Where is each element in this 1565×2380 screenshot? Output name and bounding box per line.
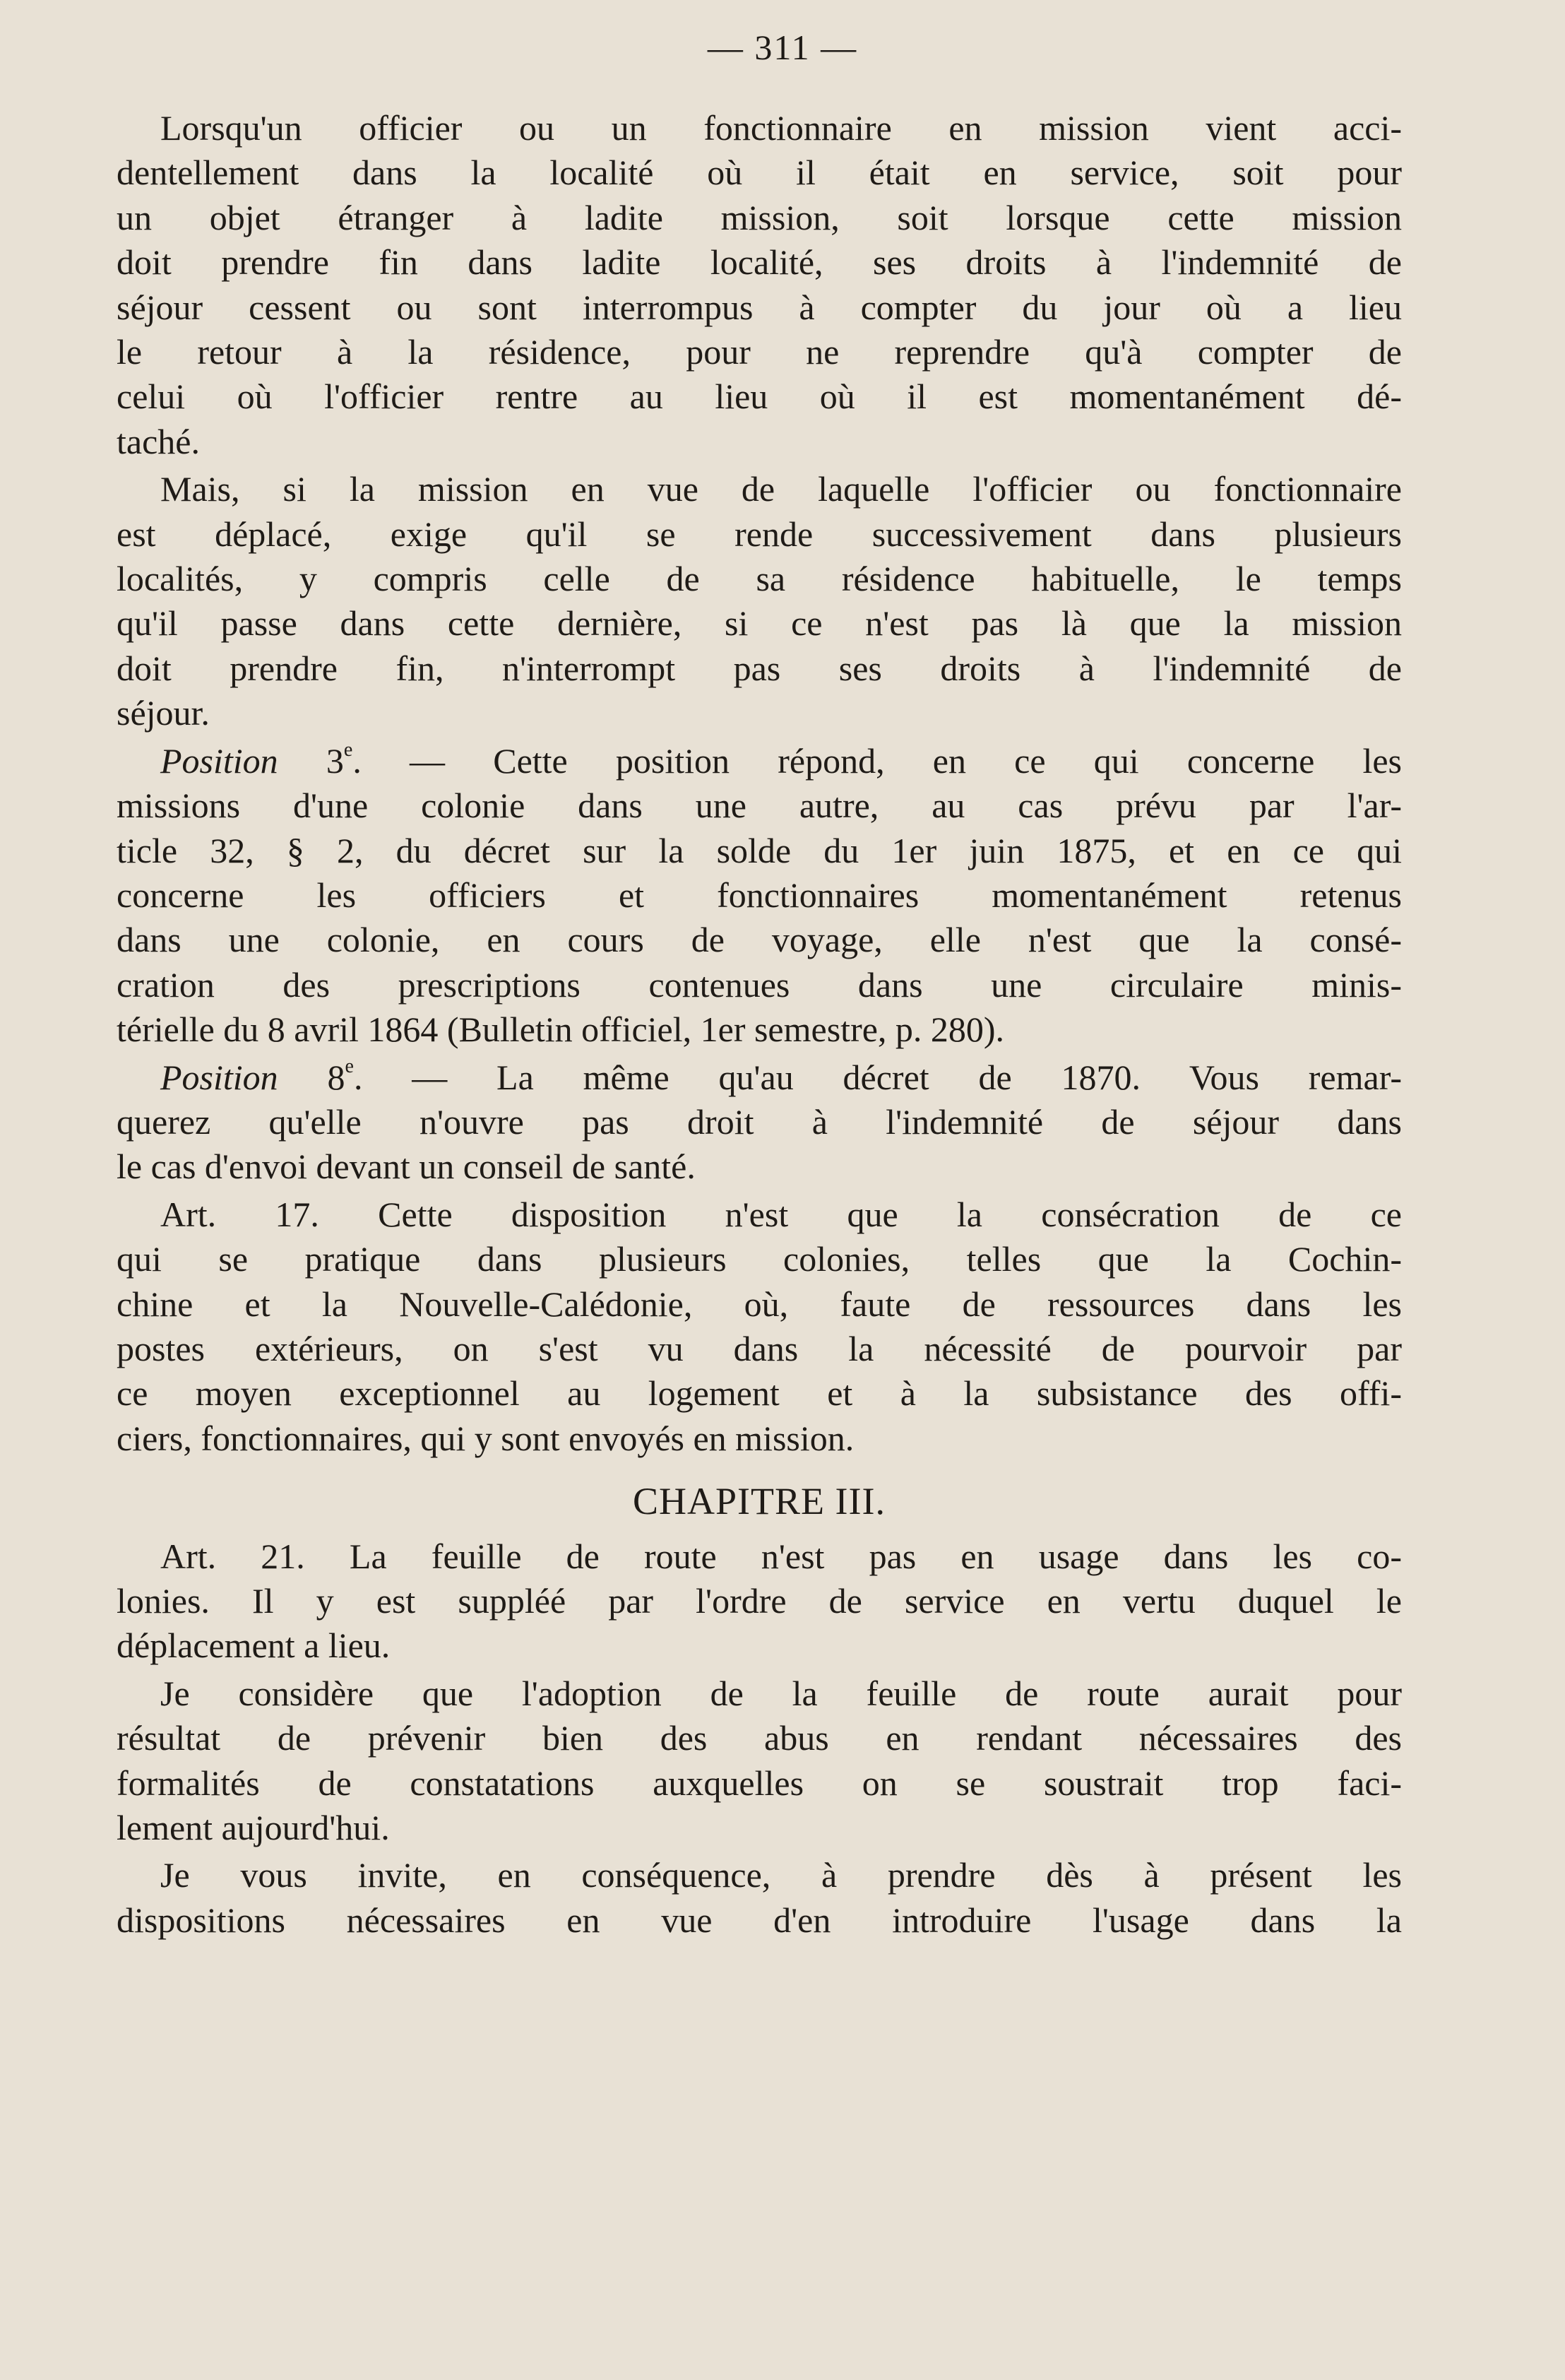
body-text xyxy=(117,106,1402,1946)
text-line: ce moyen exceptionnel au logement et à la subsistance des offi- xyxy=(117,1373,1402,1414)
text-line: déplacement a lieu. xyxy=(117,1626,391,1666)
text-line: cration des prescriptions contenues dans une circulaire minis- xyxy=(117,964,1402,1005)
text-fragment: . — Cette position répond, en ce qui concerne les xyxy=(352,740,1402,781)
text-line: formalités de constatations auxquelles on se soustrait trop faci- xyxy=(117,1763,1402,1803)
text-line: le cas d'envoi devant un conseil de santé. xyxy=(117,1147,696,1187)
text-line: qu'il passe dans cette dernière, si ce n'est pas là que la mission xyxy=(117,603,1402,644)
chapter-heading: CHAPITRE III. xyxy=(633,1480,886,1523)
page-number: — 311 — xyxy=(707,28,858,67)
paragraph-1 xyxy=(117,106,1402,464)
text-line: doit prendre fin, n'interrompt pas ses droits à l'indemnité de xyxy=(117,648,1402,688)
text-line: localités, y compris celle de sa résidence habituelle, le temps xyxy=(117,559,1402,599)
text-line: querez qu'elle n'ouvre pas droit à l'indemnité de séjour dans xyxy=(117,1101,1402,1142)
position-suffix: e xyxy=(345,1055,354,1077)
paragraph-position-3 xyxy=(117,739,1402,1053)
position-number: 8 xyxy=(327,1057,345,1097)
text-line xyxy=(117,739,1402,783)
text-line: est déplacé, exige qu'il se rende successivement dans plusieurs xyxy=(117,514,1402,554)
text-line: le retour à la résidence, pour ne reprendre qu'à compter de xyxy=(117,332,1402,372)
text-fragment: . — La même qu'au décret de 1870. Vous remar- xyxy=(353,1057,1403,1097)
text-line: Lorsqu'un officier ou un fonctionnaire en mission vient acci- xyxy=(160,108,1402,148)
text-line: lement aujourd'hui. xyxy=(117,1808,390,1848)
paragraph-position-8 xyxy=(117,1055,1402,1190)
position-label: Position xyxy=(160,1057,278,1097)
text-line: missions d'une colonie dans une autre, au cas prévu par l'ar- xyxy=(117,786,1402,826)
paragraph-art-17 xyxy=(117,1192,1402,1461)
text-line: doit prendre fin dans ladite localité, ses droits à l'indemnité de xyxy=(117,242,1402,283)
position-number: 3 xyxy=(326,740,344,781)
text-line: ciers, fonctionnaires, qui y sont envoyés en mission. xyxy=(117,1418,855,1458)
position-suffix: e xyxy=(343,739,353,762)
text-line: dans une colonie, en cours de voyage, elle n'est que la consé- xyxy=(117,920,1402,960)
text-line: lonies. Il y est suppléé par l'ordre de service en vertu duquel le xyxy=(117,1581,1402,1621)
text-line: qui se pratique dans plusieurs colonies, telles que la Cochin- xyxy=(117,1239,1402,1279)
position-label: Position xyxy=(160,740,278,781)
text-line: térielle du 8 avril 1864 (Bulletin officiel, 1er semestre, p. 280). xyxy=(117,1010,1005,1050)
text-line: postes extérieurs, on s'est vu dans la nécessité de pourvoir par xyxy=(117,1328,1402,1368)
text-line: Mais, si la mission en vue de laquelle l'officier ou fonctionnaire xyxy=(160,469,1402,509)
text-line: celui où l'officier rentre au lieu où il est momentanément dé- xyxy=(117,377,1402,417)
text-line: Je vous invite, en conséquence, à prendre dès à présent les xyxy=(160,1855,1402,1895)
text-line: taché. xyxy=(117,421,200,461)
text-line: chine et la Nouvelle-Calédonie, où, faute de ressources dans les xyxy=(117,1284,1402,1324)
text-line: Art. 17. Cette disposition n'est que la consécration de ce xyxy=(160,1194,1402,1234)
text-line: dispositions nécessaires en vue d'en introduire l'usage dans la xyxy=(117,1900,1402,1940)
text-line xyxy=(117,1055,1402,1100)
text-line: concerne les officiers et fonctionnaires momentanément retenus xyxy=(117,875,1402,915)
text-line: ticle 32, § 2, du décret sur la solde du 1er juin 1875, et en ce qui xyxy=(117,830,1402,870)
paragraph-art-21 xyxy=(117,1534,1402,1669)
paragraph-invite xyxy=(117,1853,1402,1943)
text-line: dentellement dans la localité où il était en service, soit pour xyxy=(117,153,1402,193)
text-line: un objet étranger à ladite mission, soit lorsque cette mission xyxy=(117,197,1402,237)
paragraph-considere xyxy=(117,1671,1402,1851)
text-line: Art. 21. La feuille de route n'est pas en usage dans les co- xyxy=(160,1536,1402,1576)
text-line: résultat de prévenir bien des abus en rendant nécessaires des xyxy=(117,1718,1402,1758)
text-line: séjour cessent ou sont interrompus à compter du jour où a lieu xyxy=(117,287,1402,327)
text-line: séjour. xyxy=(117,693,210,733)
text-line: Je considère que l'adoption de la feuille de route aurait pour xyxy=(160,1673,1402,1713)
paragraph-2 xyxy=(117,467,1402,735)
